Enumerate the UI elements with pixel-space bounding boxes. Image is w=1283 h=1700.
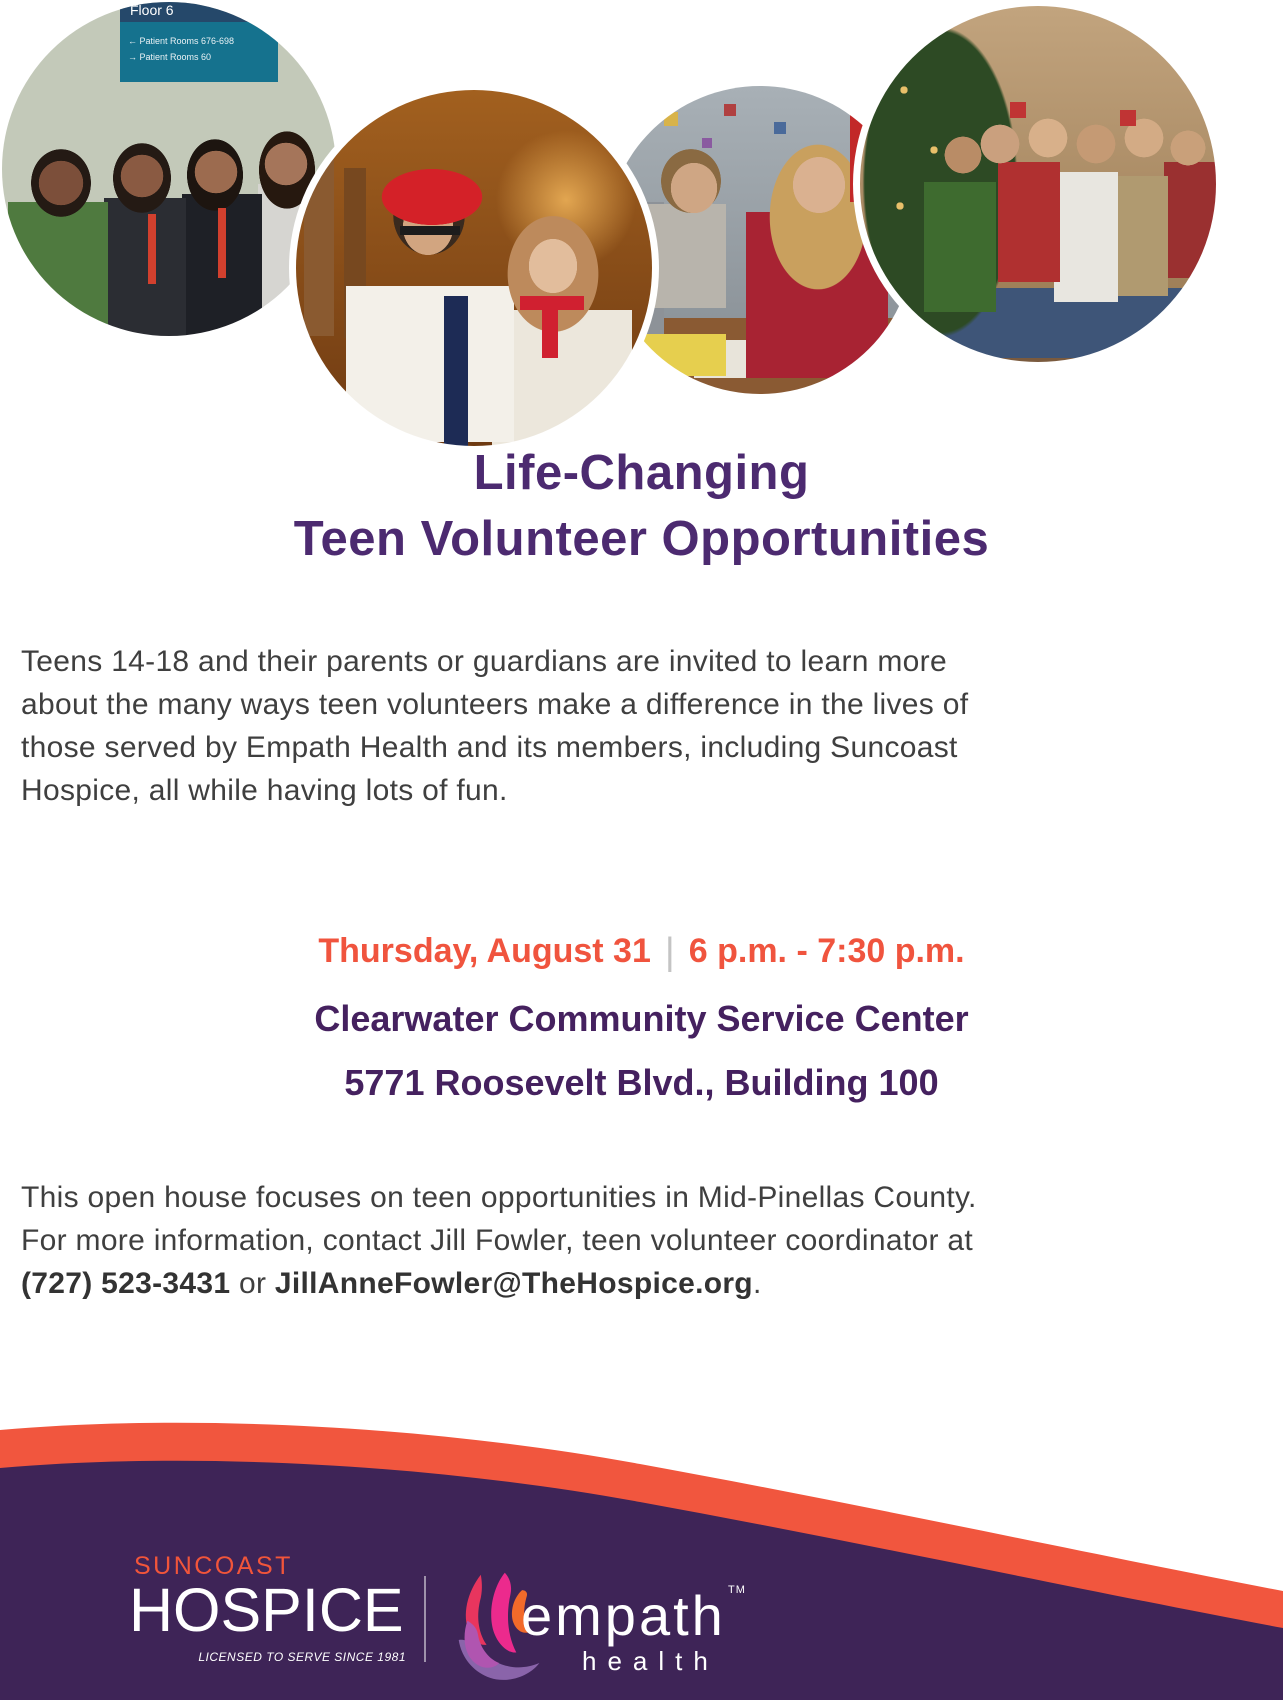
details-paragraph [21,1176,1266,1305]
footer [0,1540,1283,1700]
hospital-sign-line: ← Patient Rooms 676-698 [128,36,235,46]
suncoast-hospice-tagline: LICENSED TO SERVE SINCE 1981 [198,1650,406,1664]
empath-health-label: health [582,1646,719,1676]
suncoast-name: SUNCOAST [134,1552,293,1580]
intro-line: about the many ways teen volunteers make a difference in the lives of [21,688,969,721]
page-title-line1: Life-Changing [473,446,810,500]
logo-divider [424,1576,426,1662]
hospital-sign-floor-label: Floor 6 [120,2,278,22]
intro-line: Hospice, all while having lots of fun. [21,774,508,807]
details-line: This open house focuses on teen opportunities in Mid-Pinellas County. [21,1181,977,1214]
hospital-sign-body [120,22,278,82]
empath-trademark: TM [728,1584,746,1596]
hospital-sign-line: → Patient Rooms 60 [128,52,212,62]
intro-paragraph [21,640,1266,812]
event-divider: | [664,931,675,973]
event-date: Thursday, August 31 [318,932,651,970]
contact-phone: (727) 523-3431 [21,1267,231,1300]
details-line: For more information, contact Jill Fowler, teen volunteer coordinator at [21,1224,974,1257]
page-title [0,440,1283,572]
photo-costume-pair [296,90,652,446]
details-period: . [752,1267,762,1300]
event-date-time [0,928,1283,975]
details-conjunction: or [230,1267,275,1300]
empath-wordmark: empath [521,1584,726,1647]
details-line [21,1262,1266,1305]
intro-line: Teens 14-18 and their parents or guardians are invited to learn more [21,645,947,678]
photo-hospital-group [2,2,336,336]
event-time: 6 p.m. - 7:30 p.m. [688,932,965,970]
contact-email: JillAnneFowler@TheHospice.org [274,1267,753,1300]
intro-line: those served by Empath Health and its members, including Suncoast [21,731,958,764]
page-title-line2: Teen Volunteer Opportunities [293,512,990,566]
event-address: 5771 Roosevelt Blvd., Building 100 [344,1062,939,1103]
event-venue: Clearwater Community Service Center [314,998,969,1039]
hospital-sign [120,2,278,130]
photo-holiday-group [860,6,1216,362]
suncoast-hospice-wordmark: HOSPICE [129,1576,404,1644]
